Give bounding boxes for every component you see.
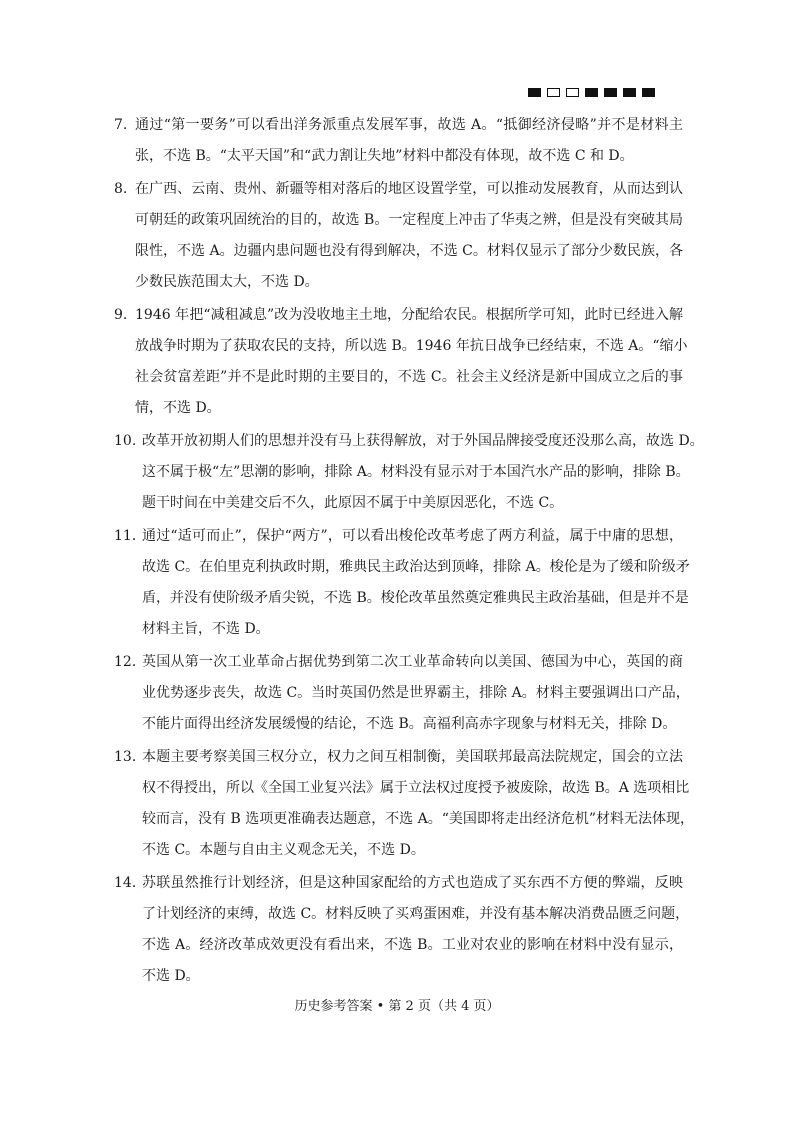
- answer-line: 苏联虽然推行计划经济，但是这种国家配给的方式也造成了买东西不方便的弊端，反映: [142, 875, 683, 891]
- answer-line: 这不属于极“左”思潮的影响，排除 A。材料没有显示对于本国汽水产品的影响，排除 B。: [142, 464, 690, 480]
- header-mark: [623, 88, 636, 97]
- answer-line: 可朝廷的政策巩固统治的目的，故选 B。一定程度上冲击了华夷之辨，但是没有突破其局: [135, 212, 683, 228]
- answer-line: 不选 A。经济改革成效更没有看出来，不选 B。工业对农业的影响在材料中没有显示，: [142, 937, 683, 953]
- answer-line: 社会贫富差距”并不是此时期的主要目的，不选 C。社会主义经济是新中国成立之后的事: [135, 369, 683, 385]
- answer-line: 故选 C。在伯里克利执政时期，雅典民主政治达到顶峰，排除 A。梭伦是为了缓和阶级矛: [142, 559, 690, 575]
- answer-line: 情，不选 D。: [135, 400, 221, 416]
- answer-line: 材料主旨，不选 D。: [142, 621, 270, 637]
- answer-line: 不能片面得出经济发展缓慢的结论，不选 B。高福利高赤字现象与材料无关，排除 D。: [142, 716, 677, 732]
- answer-line: 本题主要考察美国三权分立，权力之间互相制衡，美国联邦最高法院规定，国会的立法: [142, 749, 683, 765]
- answer-item: [0, 868, 794, 992]
- answer-number: 13．: [114, 749, 146, 765]
- answer-line: 题干时间在中美建交后不久，此原因不属于中美原因恶化，不选 C。: [142, 495, 564, 511]
- answer-line: 改革开放初期人们的思想并没有马上获得解放，对于外国品牌接受度还没那么高，故选 D。: [142, 433, 704, 449]
- answer-item: [0, 521, 794, 645]
- header-mark: [642, 88, 655, 97]
- answer-item: [0, 174, 794, 298]
- header-mark: [547, 88, 560, 97]
- answer-number: 10.: [114, 433, 137, 449]
- answer-line: 放战争时期为了获取农民的支持，所以选 B。1946 年抗日战争已经结束，不选 A。“缩小: [135, 338, 688, 354]
- page-footer: 历史参考答案 • 第 2 页（共 4 页）: [294, 999, 500, 1014]
- answer-number: 14．: [114, 875, 146, 891]
- header-marks: [528, 88, 655, 97]
- answer-line: 权不得授出，所以《全国工业复兴法》属于立法权过度授予被废除，故选 B。A 选项相比: [142, 780, 690, 796]
- answer-item: [0, 742, 794, 866]
- answer-line: 1946 年把“减租减息”改为没收地主土地，分配给农民。根据所学可知，此时已经进入解: [135, 307, 683, 323]
- answer-number: 7.: [114, 117, 128, 133]
- header-mark: [585, 88, 598, 97]
- answer-number: 9.: [114, 307, 128, 323]
- answer-item: [0, 300, 794, 424]
- header-mark: [566, 88, 579, 97]
- answer-line: 较而言，没有 B 选项更准确表达题意，不选 A。“美国即将走出经济危机”材料无法体现，: [142, 811, 695, 827]
- answer-line: 盾，并没有使阶级矛盾尖锐，不选 B。梭伦改革虽然奠定雅典民主政治基础，但是并不是: [142, 590, 689, 606]
- answer-line: 少数民族范围太大，不选 D。: [135, 274, 319, 290]
- answer-line: 在广西、云南、贵州、新疆等相对落后的地区设置学堂，可以推动发展教育，从而达到认: [135, 181, 683, 197]
- answer-item: [0, 426, 794, 519]
- answer-line: 业优势逐步丧失，故选 C。当时英国仍然是世界霸主，排除 A。材料主要强调出口产品，: [142, 685, 690, 701]
- answer-item: [0, 110, 794, 172]
- answer-item: [0, 647, 794, 740]
- answer-line: 不选 C。本题与自由主义观念无关，不选 D。: [142, 842, 425, 858]
- answer-number: 12．: [114, 654, 146, 670]
- header-mark: [604, 88, 617, 97]
- header-mark: [528, 88, 541, 97]
- answer-line: 通过“适可而止”，保护“两方”，可以看出梭伦改革考虑了两方利益，属于中庸的思想，: [142, 528, 683, 544]
- answer-line: 不选 D。: [142, 968, 200, 984]
- answer-line: 张，不选 B。“太平天国”和“武力割让失地”材料中都没有体现，故不选 C 和 D。: [135, 148, 634, 164]
- answer-line: 了计划经济的束缚，故选 C。材料反映了买鸡蛋困难，并没有基本解决消费品匮乏问题，: [142, 906, 690, 922]
- answer-line: 限性，不选 A。边疆内患问题也没有得到解决，不选 C。材料仅显示了部分少数民族，各: [135, 243, 683, 259]
- answer-number: 8.: [114, 181, 128, 197]
- answer-line: 通过“第一要务”可以看出洋务派重点发展军事，故选 A。“抵御经济侵略”并不是材料主: [135, 117, 683, 133]
- answer-number: 11．: [114, 528, 146, 544]
- answer-list: [0, 110, 794, 994]
- answer-line: 英国从第一次工业革命占据优势到第二次工业革命转向以美国、德国为中心，英国的商: [142, 654, 683, 670]
